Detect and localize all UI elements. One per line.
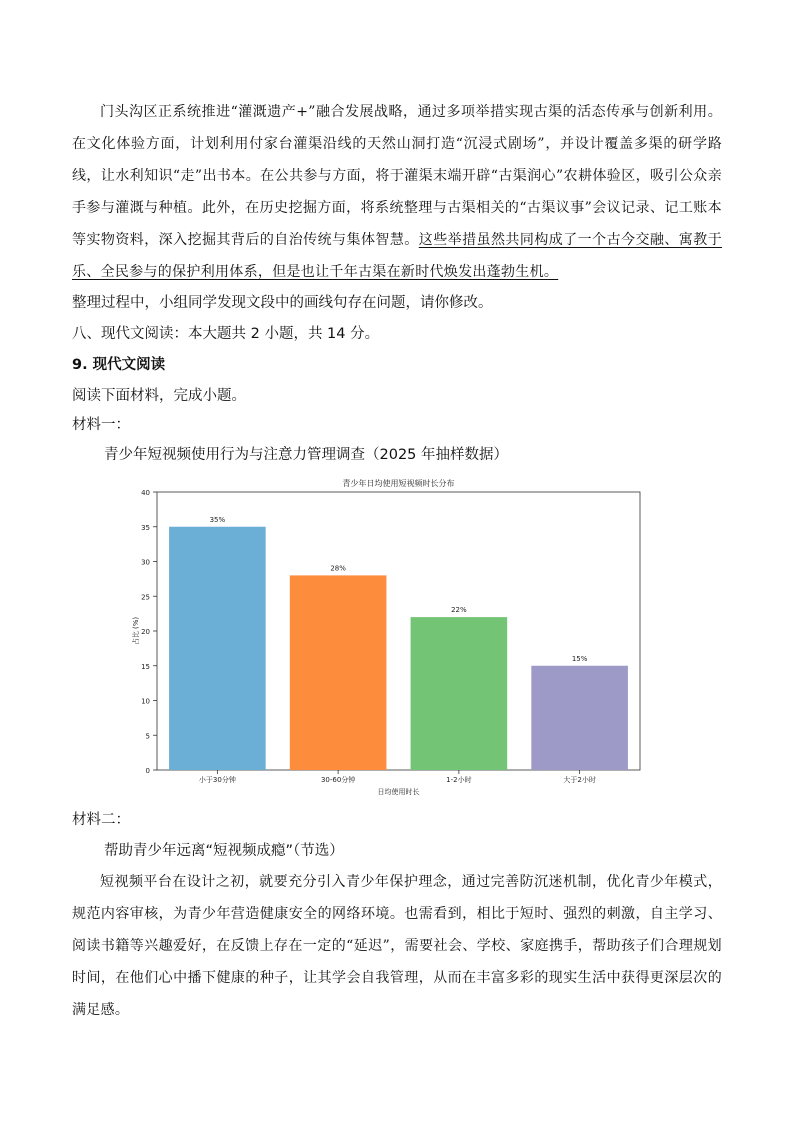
x-tick-label: 小于30分钟 [198,776,236,784]
data-label: 22% [451,606,467,615]
chart-title: 青少年日均使用短视频时长分布 [342,479,455,488]
bar-chart [0,470,794,810]
x-axis-label: 日均使用时长 [377,788,420,796]
x-tick-label: 30-60分钟 [320,776,356,784]
y-tick-label: 35 [141,523,150,532]
y-tick-label: 15 [141,662,150,671]
material-2-label: 材料二： [72,812,130,828]
y-axis-label: 占比 (%) [132,616,140,646]
question-title: 9. 现代文阅读 [72,357,166,373]
bar-4 [531,666,628,770]
data-label: 35% [209,515,226,524]
y-tick-label: 5 [145,732,150,741]
passage-1-text: 门头沟区正系统推进“灌溉遗产+”融合发展战略，通过多项举措实现古渠的活态传承与创新利用。在文化体验方面，计划利用付家台灌渠沿线的天然山洞打造“沉浸式剧场”，并设计覆盖多渠的研学路线，让水利知识“走”出书本。在公共参与方面，将于灌渠末端开辟“古渠润心”农耕体验区，吸引公众亲手参与灌溉与种植。此外，在历史挖掘方面，将系统整理与古渠相关的“古渠议事”会议记录、记工账本等实物资料，深入挖掘其背后的自治传统与集体智慧。 [72,104,722,248]
passage-1 [72,96,722,288]
y-tick-label: 20 [141,628,150,636]
y-tick-label: 30 [141,558,150,567]
data-label: 15% [571,654,588,663]
y-tick-label: 40 [141,489,150,497]
bar-1 [169,527,266,770]
section-heading: 八、现代文阅读：本大题共 2 小题，共 14 分。 [72,326,380,342]
data-label: 28% [330,564,346,573]
instruction-text: 整理过程中，小组同学发现文段中的画线句存在问题，请你修改。 [72,295,493,311]
bar-2 [290,575,387,770]
passage-2: 短视频平台在设计之初，就要充分引入青少年保护理念，通过完善防沉迷机制，优化青少年模式，规范内容审核，为青少年营造健康安全的网络环境。也需看到，相比于短时、强烈的刺激，自主学习、阅读书籍等兴趣爱好，在反馈上存在一定的“延迟”，需要社会、学校、家庭携手，帮助孩子们合理规划时间，在他们心中播下健康的种子，让其学会自我管理，从而在丰富多彩的现实生活中获得更深层次的满足感。 [72,874,722,1018]
bar-3 [411,617,508,770]
y-tick-label: 25 [141,593,150,602]
x-tick-label: 大于2小时 [563,776,596,784]
material-1-title: 青少年短视频使用行为与注意力管理调查（2025 年抽样数据） [104,447,509,463]
y-tick-label: 10 [141,697,150,706]
material-1-label: 材料一： [72,417,130,433]
material-2-title: 帮助青少年远离“短视频成瘾”（节选） [104,843,344,859]
read-prompt: 阅读下面材料，完成小题。 [72,388,246,404]
x-tick-label: 1-2小时 [446,776,472,784]
underlined-sentence: 这些举措虽然共同构成了一个古今交融、寓教于乐、全民参与的保护利用体系，但是也让千年古渠在新时代焕发出蓬勃生机。 [72,232,722,280]
y-tick-label: 0 [145,767,150,775]
